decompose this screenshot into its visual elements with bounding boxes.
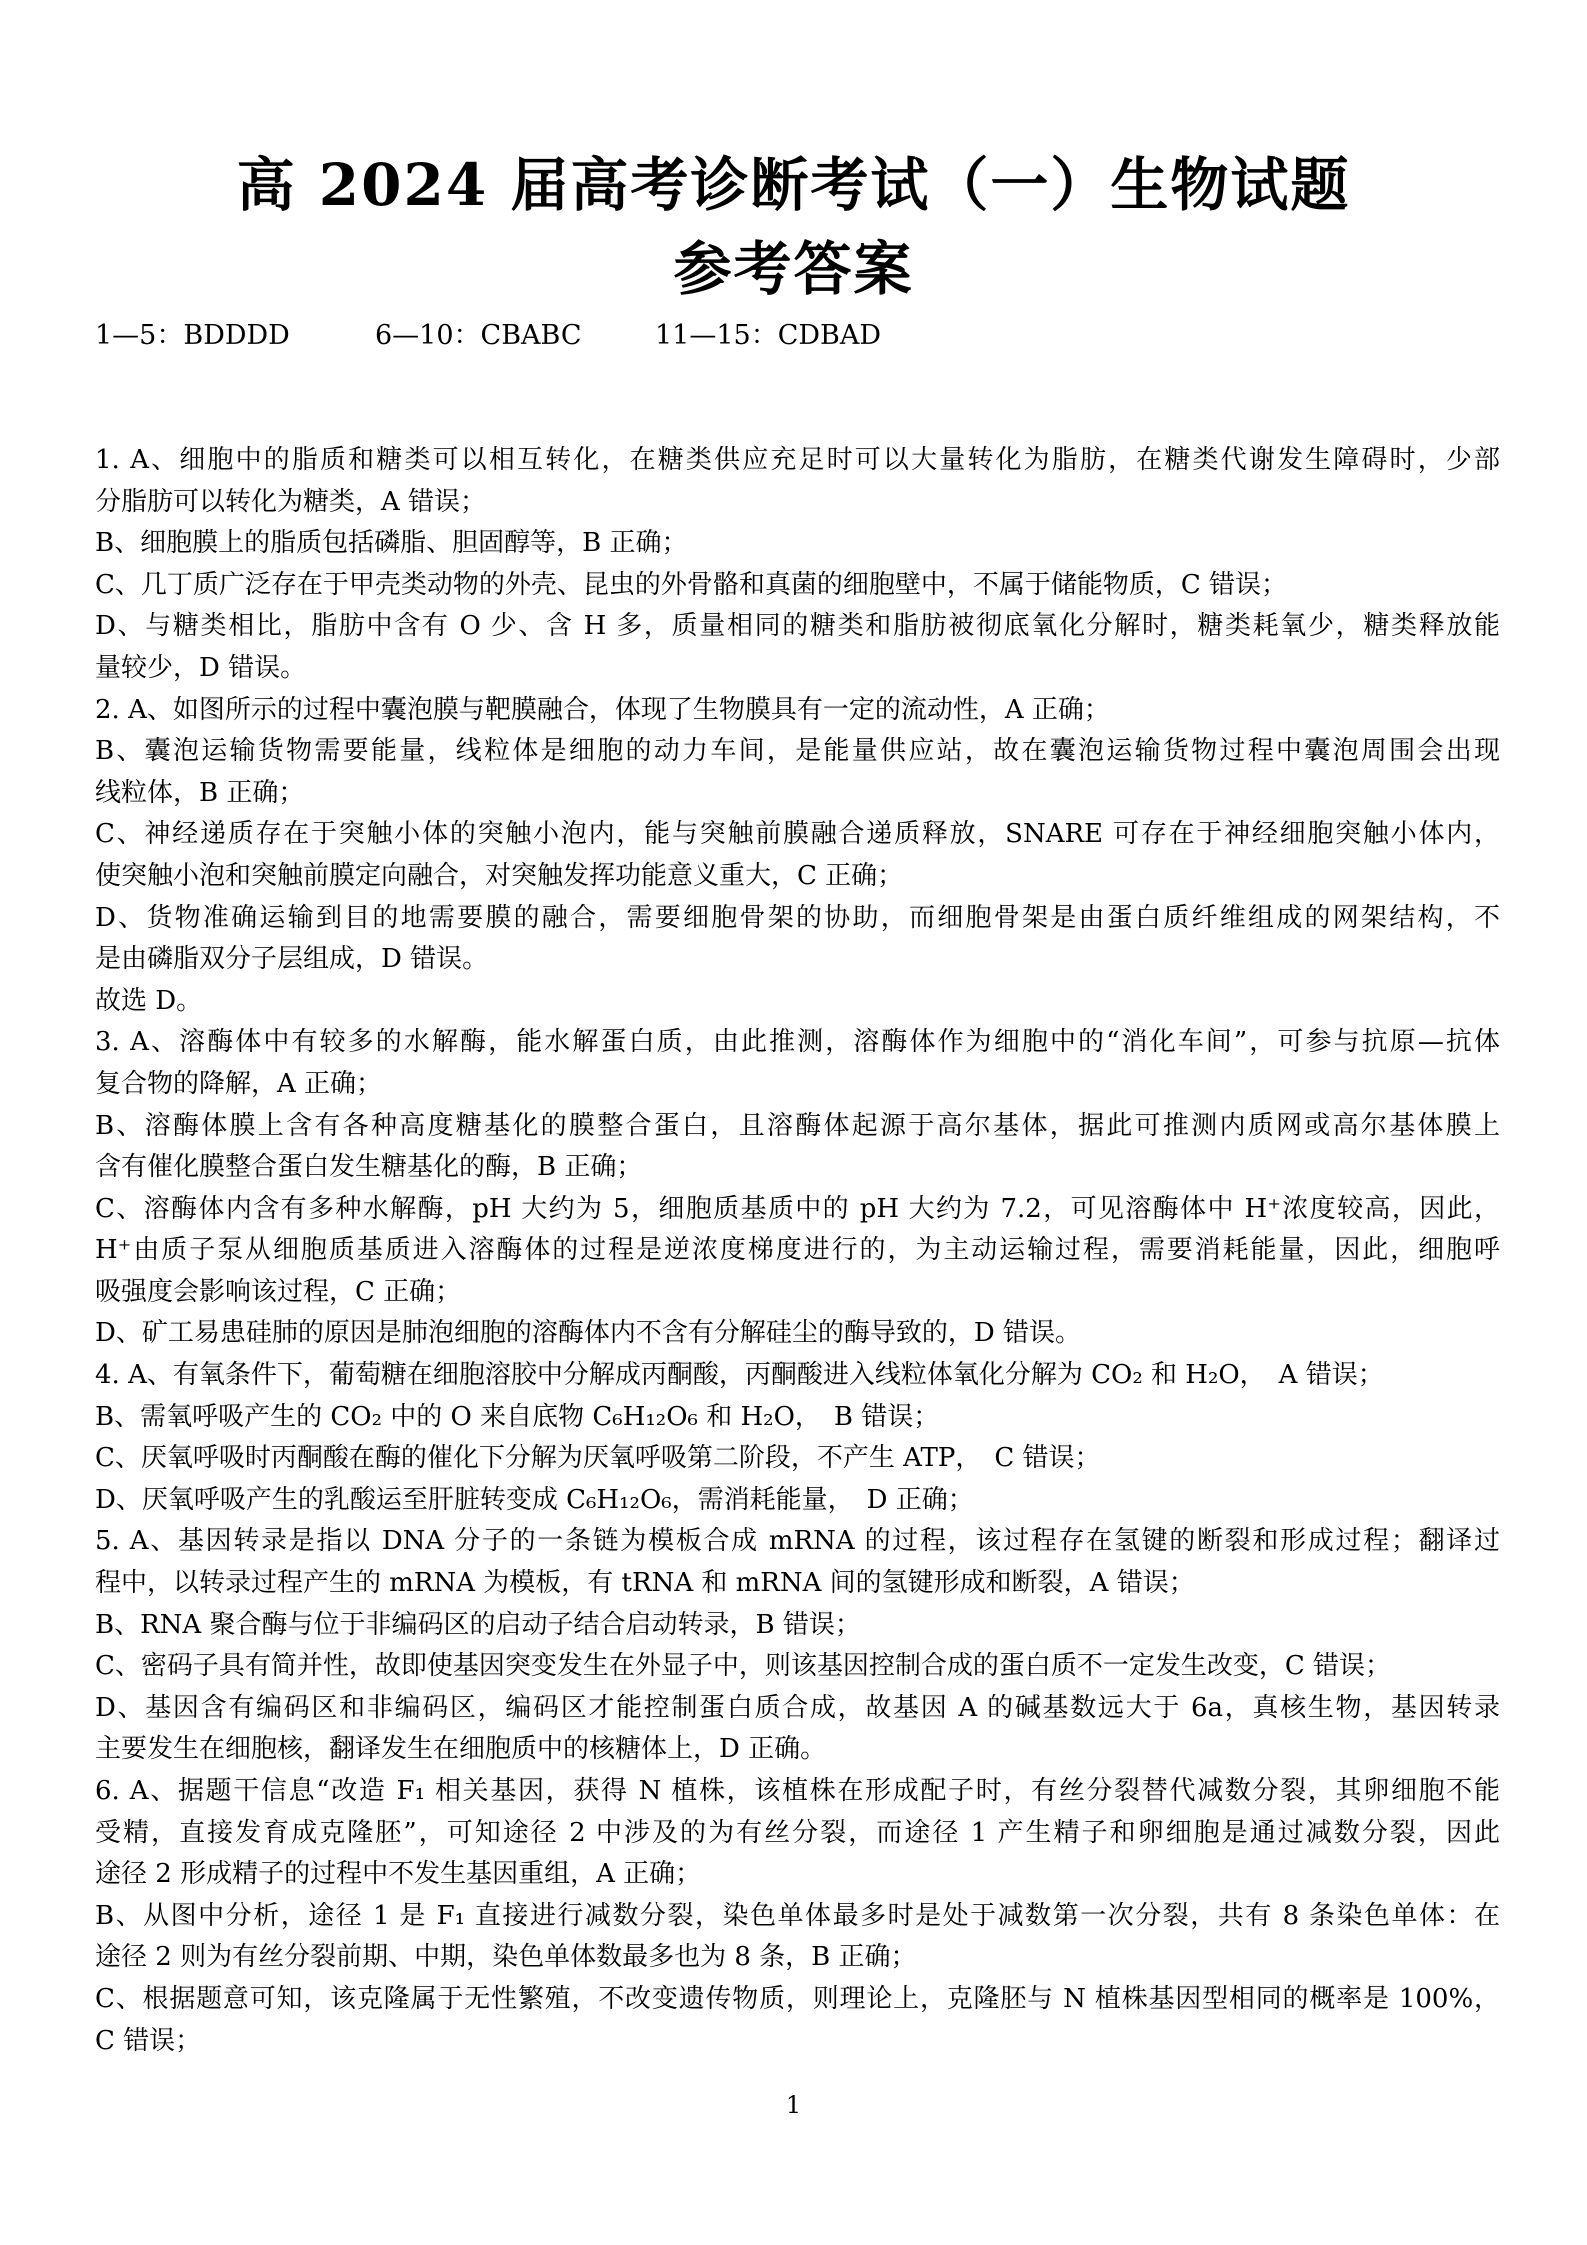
explanation-line: B、需氧呼吸产生的 CO₂ 中的 O 来自底物 C₆H₁₂O₆ 和 H₂O， B 错误； <box>95 1401 940 1432</box>
explanation-line: B、细胞膜上的脂质包括磷脂、胆固醇等，B 正确； <box>95 528 688 559</box>
explanation-line: B、RNA 聚合酶与位于非编码区的启动子结合启动转录，B 错误； <box>95 1609 861 1640</box>
explanation-line: 受精，直接发育成克隆胚”，可知途径 2 中涉及的为有丝分裂，而途径 1 产生精子和卵细胞是通过减数分裂，因此 <box>95 1817 1500 1848</box>
answer-explanations <box>95 440 1500 2062</box>
explanation-line: D、厌氧呼吸产生的乳酸运至肝脏转变成 C₆H₁₂O₆，需消耗能量， D 正确； <box>95 1484 974 1515</box>
explanation-line: 途径 2 则为有丝分裂前期、中期，染色单体数最多也为 8 条，B 正确； <box>95 1942 917 1973</box>
explanation-line: 分脂肪可以转化为糖类，A 错误； <box>95 486 487 517</box>
explanation-line: C、神经递质存在于突触小体的突触小泡内，能与突触前膜融合递质释放，SNARE 可存在于神经细胞突触小体内， <box>95 819 1500 850</box>
explanation-line: C、几丁质广泛存在于甲壳类动物的外壳、昆虫的外骨骼和真菌的细胞壁中，不属于储能物质，C 错误； <box>95 569 1288 600</box>
explanation-line: D、矿工易患硅肺的原因是肺泡细胞的溶酶体内不含有分解硅尘的酶导致的，D 错误。 <box>95 1318 1081 1349</box>
explanation-line: 线粒体，B 正确； <box>95 777 305 808</box>
explanation-line: D、货物准确运输到目的地需要膜的融合，需要细胞骨架的协助，而细胞骨架是由蛋白质纤维组成的网架结构，不 <box>95 902 1500 933</box>
explanation-line: C 错误； <box>95 2025 202 2056</box>
explanation-line: 6. A、据题干信息“改造 F₁ 相关基因，获得 N 植株，该植株在形成配子时，有丝分裂替代减数分裂，其卵细胞不能 <box>95 1776 1500 1806</box>
explanation-line: 故选 D。 <box>95 985 203 1016</box>
page-number: 1 <box>785 2091 802 2119</box>
explanation-line: C、溶酶体内含有多种水解酶，pH 大约为 5，细胞质基质中的 pH 大约为 7.2，可见溶酶体中 H⁺浓度较高，因此， <box>95 1193 1500 1224</box>
explanation-line: 是由磷脂双分子层组成，D 错误。 <box>95 944 489 975</box>
explanation-line: 1. A、细胞中的脂质和糖类可以相互转化，在糖类供应充足时可以大量转化为脂肪，在糖类代谢发生障碍时，少部 <box>95 445 1500 475</box>
explanation-line: D、基因含有编码区和非编码区，编码区才能控制蛋白质合成，故基因 A 的碱基数远大于 6a，真核生物，基因转录 <box>95 1692 1500 1723</box>
explanation-line: 吸强度会影响该过程，C 正确； <box>95 1276 462 1307</box>
explanation-line: C、密码子具有简并性，故即使基因突变发生在外显子中，则该基因控制合成的蛋白质不一定发生改变，C 错误； <box>95 1651 1392 1682</box>
explanation-line: B、溶酶体膜上含有各种高度糖基化的膜整合蛋白，且溶酶体起源于高尔基体，据此可推测内质网或高尔基体膜上 <box>95 1110 1500 1141</box>
answer-key-group: 1—5：BDDDD <box>95 320 290 351</box>
explanation-line: C、根据题意可知，该克隆属于无性繁殖，不改变遗传物质，则理论上，克隆胚与 N 植株基因型相同的概率是 100%， <box>95 1983 1500 2014</box>
explanation-line: 使突触小泡和突触前膜定向融合，对突触发挥功能意义重大，C 正确； <box>95 860 904 891</box>
answer-key <box>95 318 881 354</box>
explanation-line: B、囊泡运输货物需要能量，线粒体是细胞的动力车间，是能量供应站，故在囊泡运输货物过程中囊泡周围会出现 <box>95 736 1500 767</box>
explanation-line: 含有催化膜整合蛋白发生糖基化的酶，B 正确； <box>95 1152 643 1183</box>
explanation-line: D、与糖类相比，脂肪中含有 O 少、含 H 多，质量相同的糖类和脂肪被彻底氧化分解时，糖类耗氧少，糖类释放能 <box>95 611 1500 642</box>
answer-key-group: 11—15：CDBAD <box>655 320 882 351</box>
explanation-line: H⁺由质子泵从细胞质基质进入溶酶体的过程是逆浓度梯度进行的，为主动运输过程，需要消耗能量，因此，细胞呼 <box>95 1235 1500 1266</box>
explanation-line: 4. A、有氧条件下，葡萄糖在细胞溶胶中分解成丙酮酸，丙酮酸进入线粒体氧化分解为 CO₂ 和 H₂O， A 错误； <box>95 1360 1384 1391</box>
explanation-line: 程中，以转录过程产生的 mRNA 为模板，有 tRNA 和 mRNA 间的氢键形成和断裂，A 错误； <box>95 1568 1195 1599</box>
page-title: 高 2024 届高考诊断考试（一）生物试题 <box>236 151 1351 219</box>
explanation-line: 5. A、基因转录是指以 DNA 分子的一条链为模板合成 mRNA 的过程，该过程存在氢键的断裂和形成过程；翻译过 <box>95 1526 1500 1557</box>
explanation-line: 量较少，D 错误。 <box>95 652 307 683</box>
explanation-line: B、从图中分析，途径 1 是 F₁ 直接进行减数分裂，染色单体最多时是处于减数第一次分裂，共有 8 条染色单体：在 <box>95 1900 1500 1931</box>
explanation-line: 2. A、如图所示的过程中囊泡膜与靶膜融合，体现了生物膜具有一定的流动性，A 正确； <box>95 694 1110 725</box>
answer-key-group: 6—10：CBABC <box>375 320 582 351</box>
explanation-line: 复合物的降解，A 正确； <box>95 1068 383 1099</box>
explanation-line: 3. A、溶酶体中有较多的水解酶，能水解蛋白质，由此推测，溶酶体作为细胞中的“消化车间”，可参与抗原—抗体 <box>95 1027 1500 1058</box>
explanation-line: 主要发生在细胞核，翻译发生在细胞质中的核糖体上，D 正确。 <box>95 1734 827 1765</box>
explanation-line: C、厌氧呼吸时丙酮酸在酶的催化下分解为厌氧呼吸第二阶段，不产生 ATP， C 错误； <box>95 1443 1101 1474</box>
page-subtitle: 参考答案 <box>673 235 914 303</box>
explanation-line: 途径 2 形成精子的过程中不发生基因重组，A 正确； <box>95 1859 702 1890</box>
